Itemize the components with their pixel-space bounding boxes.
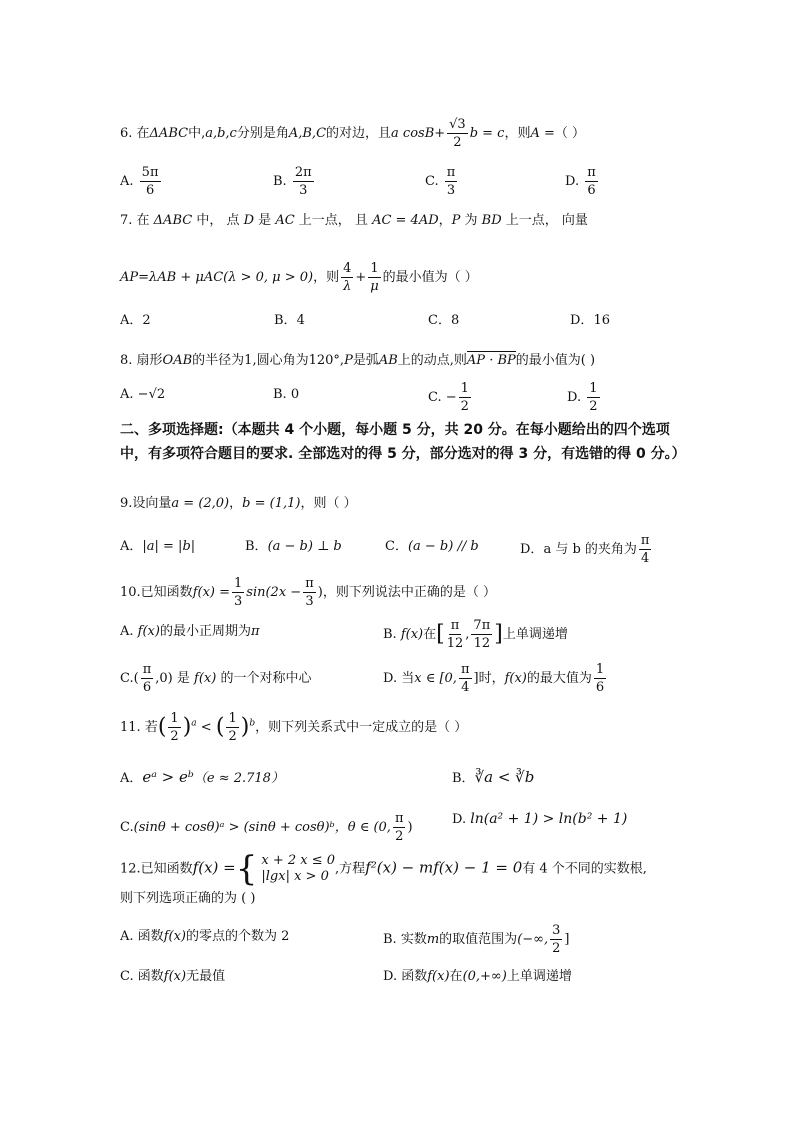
q6-text: 中, <box>188 126 206 141</box>
q9-option-c: C．(a − b) // b <box>385 539 479 554</box>
q11-option-b: B．∛a < ∛b <box>452 768 535 786</box>
q11-option-c: C.(sinθ + cosθ)ᵃ > (sinθ + cosθ)ᵇ，θ ∈ (0, $\frac{\pi}{2}$ ) <box>120 811 413 844</box>
q6-text: 分别是角 <box>236 126 289 141</box>
q6-expr: b = c <box>469 126 505 141</box>
section-2-heading: 二、多项选择题:（本题共 4 个小题，每小题 5 分，共 20 分。在每小题给出的四个选项中，有多项符合题目的要求. 全部选对的得 5 分，部分选对的得 3 分，有选错的得 0 分。） <box>120 422 686 462</box>
q10-option-d: D. 当x ∈ [0, $\frac{\pi}{4}$ ]时，f(x)的最大值为 $\frac{1}{6}$ <box>383 662 605 695</box>
q7-option-b: B．4 <box>274 313 305 328</box>
question-9-stem: 9.设向量a = (2,0)，b = (1,1)，则（ ） <box>120 496 357 511</box>
q8-option-c: C. − $\frac{1}{2}$ <box>428 381 469 414</box>
question-10-stem: 10.已知函数f(x) = $\frac{1}{3}$ sin(2x − $\frac{\pi}{3}$ )，则下列说法中正确的是（ ） <box>120 576 496 609</box>
q9-option-a: A．|a| = |b| <box>120 539 196 554</box>
question-12-stem: 12.已知函数f(x) = { x + 2 x ≤ 0 |lgx| x > 0 ,方程f²(x) − mf(x) − 1 = 0有 4 个不同的实数根, <box>120 849 647 889</box>
q12-option-c: C. 函数f(x)无最值 <box>120 969 226 984</box>
q12-option-b: B. 实数m的取值范围为(−∞, $\frac{3}{2}$ ] <box>383 923 570 956</box>
q8-option-a: A. −√2 <box>120 387 166 402</box>
question-8-stem: 8. 扇形OAB的半径为1,圆心角为120°,P是弧AB上的动点,则AP · BP的最小值为( ) <box>120 353 596 368</box>
question-11-stem: 11. 若( $\frac{1}{2}$ )$^a$ < ( $\frac{1}{2}$ )$^b$，则下列关系式中一定成立的是（ ） <box>120 711 468 744</box>
q6-ask: A = <box>530 126 555 141</box>
q11-option-d: D. ln(a² + 1) > ln(b² + 1) <box>452 811 628 827</box>
q6-option-c: C. $\frac{\pi}{3}$ <box>425 165 456 198</box>
q7-vector-decomposition: AP=λAB + μAC(λ > 0, μ > 0) <box>120 270 314 285</box>
question-7-expr: AP=λAB + μAC(λ > 0, μ > 0)，则 $\frac{4}{\lambda}$ + $\frac{1}{\mu}$ 的最小值为（ ） <box>120 261 478 294</box>
q6-vars: a,b,c <box>205 126 237 141</box>
question-7-stem: 7. 在 ΔABC 中， 点 D 是 AC 上一点， 且 AC = 4AD，P 为 BD 上一点， 向量 <box>120 213 588 228</box>
q8-dot-product: AP · BP <box>466 353 516 368</box>
q7-vector-equation: AC = 4AD <box>372 213 439 228</box>
q9-option-d: D．a 与 b 的夹角为 $\frac{\pi}{4}$ <box>520 533 650 566</box>
q6-triangle: ΔABC <box>149 126 189 141</box>
q8-option-d: D. $\frac{1}{2}$ <box>567 381 598 414</box>
q6-option-a: A. $\frac{5\pi}{6}$ <box>120 165 159 198</box>
q6-answer-paren: （ ） <box>554 126 586 141</box>
q6-sqrt3-over-2: $\frac{√3}{2}$ <box>449 117 466 150</box>
q12-piecewise: { x + 2 x ≤ 0 |lgx| x > 0 <box>235 849 336 889</box>
q6-expr: a cosB+ <box>391 126 446 141</box>
q6-angles: A,B,C <box>288 126 327 141</box>
q11-option-a: A．eᵃ > eᵇ（e ≈ 2.718） <box>120 768 284 786</box>
question-12-line2: 则下列选项正确的为 ( ) <box>120 891 256 906</box>
q8-option-b: B. 0 <box>273 387 300 402</box>
q7-option-c: C．8 <box>428 313 460 328</box>
q9-option-b: B．(a − b) ⊥ b <box>245 539 342 554</box>
q10-option-b: B. f(x)在[ $\frac{\pi}{12}$ , $\frac{7\pi}{12}$ ]上单调递增 <box>383 618 568 651</box>
q12-option-a: A. 函数f(x)的零点的个数为 2 <box>120 929 290 944</box>
question-6-stem <box>120 118 585 149</box>
q6-option-b: B. $\frac{2\pi}{3}$ <box>273 165 312 198</box>
q6-text: 6. 在 <box>120 126 150 141</box>
q7-option-d: D．16 <box>570 313 610 328</box>
q10-option-a: A. f(x)的最小正周期为π <box>120 624 260 639</box>
q6-text: ，则 <box>504 126 531 141</box>
q6-option-d: D. $\frac{\pi}{6}$ <box>565 165 596 198</box>
q10-option-c: C.( $\frac{\pi}{6}$ ,0) 是 f(x) 的一个对称中心 <box>120 662 312 695</box>
q12-option-d: D. 函数f(x)在(0,+∞)上单调递增 <box>383 969 572 984</box>
q7-option-a: A．2 <box>120 313 151 328</box>
q6-text: 的对边，且 <box>326 126 392 141</box>
